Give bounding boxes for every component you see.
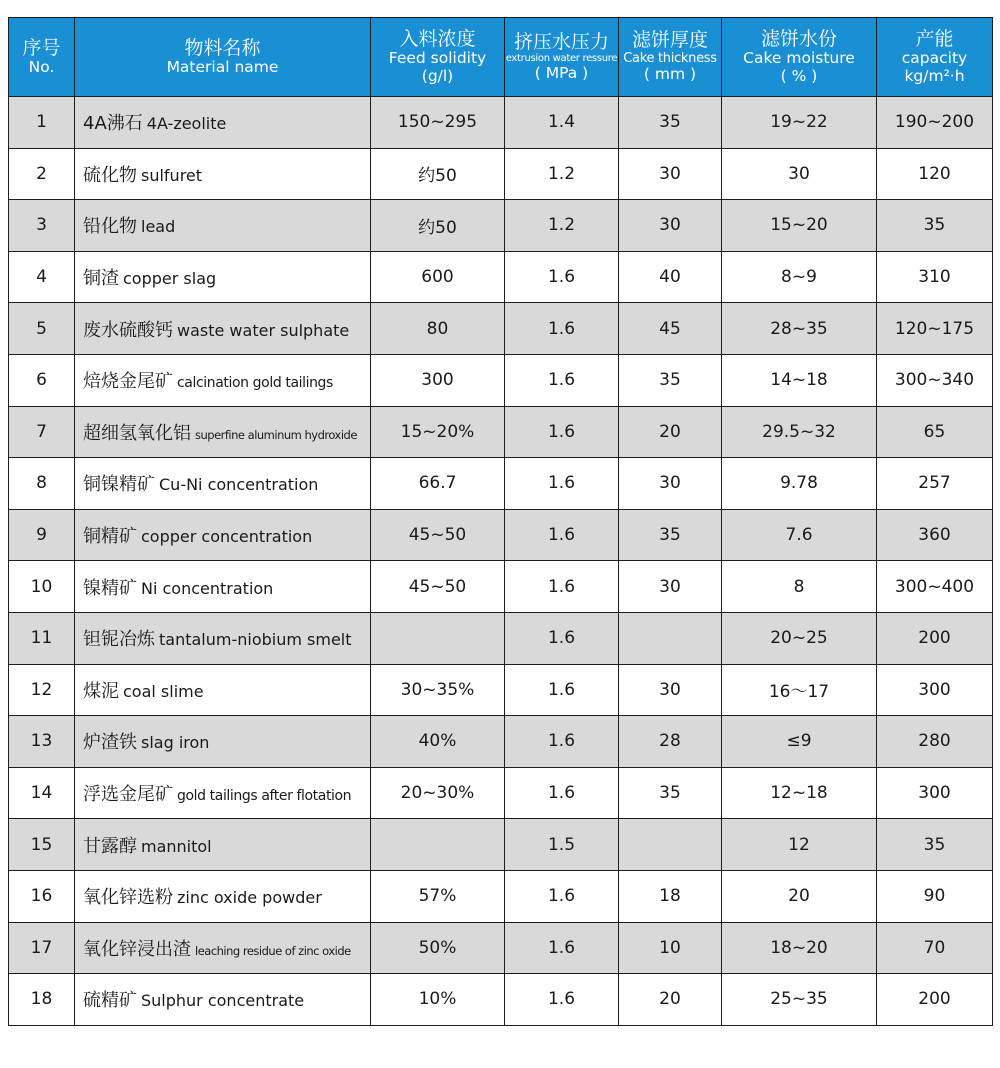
material-name-cn: 钽铌冶炼 xyxy=(83,629,155,651)
cake-moisture-cell: 16～17 xyxy=(722,664,877,716)
capacity-cell: 120 xyxy=(877,148,993,200)
feed-solidity-cell: 45~50 xyxy=(371,561,505,613)
feed-solidity-cell: 600 xyxy=(371,251,505,303)
row-number-cell: 4 xyxy=(9,251,75,303)
pressure-cell: 1.6 xyxy=(505,974,619,1026)
table-row xyxy=(9,870,993,922)
header-row xyxy=(9,18,993,97)
row-number-cell: 2 xyxy=(9,148,75,200)
material-name-cn: 炉渣铁 xyxy=(83,732,137,754)
row-number-cell: 10 xyxy=(9,561,75,613)
capacity-cell: 300~400 xyxy=(877,561,993,613)
table-row xyxy=(9,819,993,871)
header-capacity xyxy=(877,18,993,97)
capacity-cell: 120~175 xyxy=(877,303,993,355)
table-row xyxy=(9,767,993,819)
feed-solidity-cell xyxy=(371,819,505,871)
cake-moisture-cell: 19~22 xyxy=(722,97,877,149)
cake-thickness-cell: 40 xyxy=(619,251,722,303)
material-name-cell xyxy=(75,716,371,768)
material-name-cn: 镍精矿 xyxy=(83,577,137,599)
table-body xyxy=(9,97,993,1026)
feed-solidity-cell: 约50 xyxy=(371,148,505,200)
feed-solidity-cell: 40% xyxy=(371,716,505,768)
capacity-cell: 65 xyxy=(877,406,993,458)
material-name-cn: 4A沸石 xyxy=(83,113,143,135)
material-name-en: Sulphur concentrate xyxy=(141,991,305,1011)
header-moisture xyxy=(722,18,877,97)
material-name-en: superfine aluminum hydroxide xyxy=(195,427,357,442)
material-name-cell xyxy=(75,767,371,819)
cake-moisture-cell: 20~25 xyxy=(722,612,877,664)
cake-moisture-cell: 14~18 xyxy=(722,354,877,406)
cake-moisture-cell: 9.78 xyxy=(722,458,877,510)
header-capacity-en: capacity xyxy=(901,49,968,68)
header-name xyxy=(75,18,371,97)
material-name-en: mannitol xyxy=(141,836,212,856)
material-name-cell xyxy=(75,509,371,561)
row-number-cell: 8 xyxy=(9,458,75,510)
row-number-cell: 16 xyxy=(9,870,75,922)
pressure-cell: 1.6 xyxy=(505,922,619,974)
material-name-en: copper concentration xyxy=(141,527,313,547)
material-name-cn: 铅化物 xyxy=(83,216,137,238)
pressure-cell: 1.6 xyxy=(505,458,619,510)
pressure-cell: 1.6 xyxy=(505,251,619,303)
feed-solidity-cell xyxy=(371,612,505,664)
feed-solidity-cell: 300 xyxy=(371,354,505,406)
cake-thickness-cell: 30 xyxy=(619,561,722,613)
material-name-cn: 铜渣 xyxy=(83,268,119,290)
cake-thickness-cell: 30 xyxy=(619,458,722,510)
material-name-cn: 浮选金尾矿 xyxy=(83,784,173,806)
pressure-cell: 1.6 xyxy=(505,509,619,561)
header-no-cn: 序号 xyxy=(22,36,61,59)
capacity-cell: 300 xyxy=(877,664,993,716)
material-name-en: 4A-zeolite xyxy=(146,114,227,134)
capacity-cell: 35 xyxy=(877,200,993,252)
cake-moisture-cell: 8 xyxy=(722,561,877,613)
header-pressure-unit: ( MPa ) xyxy=(534,63,589,82)
cake-thickness-cell: 28 xyxy=(619,716,722,768)
material-name-cn: 废水硫酸钙 xyxy=(83,319,173,341)
row-number-cell: 5 xyxy=(9,303,75,355)
pressure-cell: 1.6 xyxy=(505,716,619,768)
pressure-cell: 1.6 xyxy=(505,354,619,406)
header-no xyxy=(9,18,75,97)
cake-moisture-cell: 7.6 xyxy=(722,509,877,561)
pressure-cell: 1.6 xyxy=(505,664,619,716)
material-name-en: sulfuret xyxy=(141,165,203,185)
material-name-cell xyxy=(75,97,371,149)
header-thickness-en: Cake thickness xyxy=(623,50,717,66)
table-row xyxy=(9,922,993,974)
material-name-en: gold tailings after flotation xyxy=(177,788,352,805)
cake-thickness-cell: 35 xyxy=(619,509,722,561)
material-name-cn: 甘露醇 xyxy=(83,835,137,857)
cake-moisture-cell: 30 xyxy=(722,148,877,200)
row-number-cell: 18 xyxy=(9,974,75,1026)
cake-moisture-cell: 12 xyxy=(722,819,877,871)
header-name-en: Material name xyxy=(166,57,279,76)
table-row xyxy=(9,509,993,561)
header-feed-unit: (g/l) xyxy=(421,66,454,85)
row-number-cell: 3 xyxy=(9,200,75,252)
capacity-cell: 360 xyxy=(877,509,993,561)
row-number-cell: 9 xyxy=(9,509,75,561)
pressure-cell: 1.6 xyxy=(505,561,619,613)
table-row xyxy=(9,406,993,458)
header-capacity-cn: 产能 xyxy=(915,28,954,50)
pressure-cell: 1.2 xyxy=(505,200,619,252)
material-name-cell xyxy=(75,354,371,406)
feed-solidity-cell: 10% xyxy=(371,974,505,1026)
capacity-cell: 90 xyxy=(877,870,993,922)
capacity-cell: 300 xyxy=(877,767,993,819)
feed-solidity-cell: 57% xyxy=(371,870,505,922)
capacity-cell: 200 xyxy=(877,974,993,1026)
capacity-cell: 310 xyxy=(877,251,993,303)
material-name-en: slag iron xyxy=(141,733,210,753)
material-name-cell xyxy=(75,612,371,664)
feed-solidity-cell: 66.7 xyxy=(371,458,505,510)
row-number-cell: 14 xyxy=(9,767,75,819)
header-pressure-en: extrusion water ressure xyxy=(505,53,618,65)
feed-solidity-cell: 20~30% xyxy=(371,767,505,819)
material-name-cell xyxy=(75,974,371,1026)
table-row xyxy=(9,354,993,406)
row-number-cell: 12 xyxy=(9,664,75,716)
row-number-cell: 7 xyxy=(9,406,75,458)
capacity-cell: 200 xyxy=(877,612,993,664)
cake-thickness-cell: 35 xyxy=(619,767,722,819)
material-name-en: calcination gold tailings xyxy=(177,375,333,392)
pressure-cell: 1.6 xyxy=(505,870,619,922)
table-row xyxy=(9,200,993,252)
material-name-en: zinc oxide powder xyxy=(177,888,322,908)
header-feed-en: Feed solidity xyxy=(388,49,487,68)
header-moisture-en: Cake moisture xyxy=(743,49,855,68)
material-test-table xyxy=(8,17,993,1026)
material-name-cell xyxy=(75,458,371,510)
row-number-cell: 13 xyxy=(9,716,75,768)
header-thickness-cn: 滤饼厚度 xyxy=(631,29,708,52)
material-name-cn: 氧化锌选粉 xyxy=(83,887,173,909)
table-row xyxy=(9,303,993,355)
cake-thickness-cell: 18 xyxy=(619,870,722,922)
header-capacity-unit: kg/m²·h xyxy=(904,66,965,85)
pressure-cell: 1.4 xyxy=(505,97,619,149)
material-name-cell xyxy=(75,251,371,303)
feed-solidity-cell: 30~35% xyxy=(371,664,505,716)
material-name-en: Ni concentration xyxy=(141,578,274,598)
capacity-cell: 280 xyxy=(877,716,993,768)
material-name-cn: 铜镍精矿 xyxy=(83,474,155,496)
cake-thickness-cell: 30 xyxy=(619,148,722,200)
material-name-cell xyxy=(75,922,371,974)
row-number-cell: 15 xyxy=(9,819,75,871)
header-no-en: No. xyxy=(28,57,55,76)
material-name-cell xyxy=(75,561,371,613)
table-row xyxy=(9,458,993,510)
cake-moisture-cell: 25~35 xyxy=(722,974,877,1026)
cake-thickness-cell: 20 xyxy=(619,974,722,1026)
feed-solidity-cell: 15~20% xyxy=(371,406,505,458)
pressure-cell: 1.6 xyxy=(505,612,619,664)
table-row xyxy=(9,148,993,200)
material-name-en: coal slime xyxy=(123,681,204,701)
cake-moisture-cell: 12~18 xyxy=(722,767,877,819)
material-name-cell xyxy=(75,406,371,458)
cake-thickness-cell: 30 xyxy=(619,200,722,252)
table-row xyxy=(9,664,993,716)
header-feed xyxy=(371,18,505,97)
material-name-cell xyxy=(75,148,371,200)
table-row xyxy=(9,974,993,1026)
cake-thickness-cell: 30 xyxy=(619,664,722,716)
row-number-cell: 6 xyxy=(9,354,75,406)
material-name-cn: 煤泥 xyxy=(83,680,119,702)
cake-moisture-cell: 20 xyxy=(722,870,877,922)
material-name-cn: 硫精矿 xyxy=(83,990,137,1012)
material-name-cell xyxy=(75,303,371,355)
table-row xyxy=(9,97,993,149)
row-number-cell: 11 xyxy=(9,612,75,664)
material-table-wrapper xyxy=(8,17,992,1026)
cake-moisture-cell: 8~9 xyxy=(722,251,877,303)
material-name-cn: 铜精矿 xyxy=(83,526,137,548)
table-row xyxy=(9,612,993,664)
cake-thickness-cell: 35 xyxy=(619,354,722,406)
table-row xyxy=(9,716,993,768)
material-name-en: lead xyxy=(141,217,176,237)
header-moisture-unit: ( % ) xyxy=(780,66,818,85)
header-pressure-cn: 挤压水压力 xyxy=(513,31,609,54)
capacity-cell: 190~200 xyxy=(877,97,993,149)
capacity-cell: 300~340 xyxy=(877,354,993,406)
header-name-cn: 物料名称 xyxy=(184,36,261,59)
cake-moisture-cell: 15~20 xyxy=(722,200,877,252)
cake-moisture-cell: ≤9 xyxy=(722,716,877,768)
material-name-cn: 焙烧金尾矿 xyxy=(83,371,173,393)
header-feed-cn: 入料浓度 xyxy=(399,28,476,50)
cake-thickness-cell xyxy=(619,819,722,871)
material-name-cn: 氧化锌浸出渣 xyxy=(83,938,191,960)
feed-solidity-cell: 约50 xyxy=(371,200,505,252)
cake-thickness-cell: 45 xyxy=(619,303,722,355)
table-header xyxy=(9,18,993,97)
capacity-cell: 35 xyxy=(877,819,993,871)
table-row xyxy=(9,561,993,613)
material-name-en: waste water sulphate xyxy=(177,320,350,340)
feed-solidity-cell: 80 xyxy=(371,303,505,355)
feed-solidity-cell: 45~50 xyxy=(371,509,505,561)
material-name-cn: 超细氢氧化铝 xyxy=(83,422,191,444)
pressure-cell: 1.6 xyxy=(505,303,619,355)
capacity-cell: 70 xyxy=(877,922,993,974)
header-moisture-cn: 滤饼水份 xyxy=(760,28,837,50)
table-row xyxy=(9,251,993,303)
cake-thickness-cell: 10 xyxy=(619,922,722,974)
material-name-cell xyxy=(75,870,371,922)
feed-solidity-cell: 50% xyxy=(371,922,505,974)
header-pressure xyxy=(505,18,619,97)
material-name-cell xyxy=(75,664,371,716)
material-name-en: copper slag xyxy=(123,269,217,289)
pressure-cell: 1.5 xyxy=(505,819,619,871)
header-thickness xyxy=(619,18,722,97)
pressure-cell: 1.2 xyxy=(505,148,619,200)
cake-thickness-cell xyxy=(619,612,722,664)
cake-moisture-cell: 18~20 xyxy=(722,922,877,974)
material-name-cell xyxy=(75,819,371,871)
material-name-cell xyxy=(75,200,371,252)
cake-moisture-cell: 28~35 xyxy=(722,303,877,355)
pressure-cell: 1.6 xyxy=(505,406,619,458)
header-thickness-unit: ( mm ) xyxy=(643,65,697,84)
pressure-cell: 1.6 xyxy=(505,767,619,819)
feed-solidity-cell: 150~295 xyxy=(371,97,505,149)
material-name-en: tantalum-niobium smelt xyxy=(159,630,352,650)
material-name-en: leaching residue of zinc oxide xyxy=(195,943,351,958)
cake-thickness-cell: 35 xyxy=(619,97,722,149)
cake-thickness-cell: 20 xyxy=(619,406,722,458)
material-name-en: Cu-Ni concentration xyxy=(159,475,319,495)
row-number-cell: 17 xyxy=(9,922,75,974)
cake-moisture-cell: 29.5~32 xyxy=(722,406,877,458)
material-name-cn: 硫化物 xyxy=(83,164,137,186)
capacity-cell: 257 xyxy=(877,458,993,510)
row-number-cell: 1 xyxy=(9,97,75,149)
